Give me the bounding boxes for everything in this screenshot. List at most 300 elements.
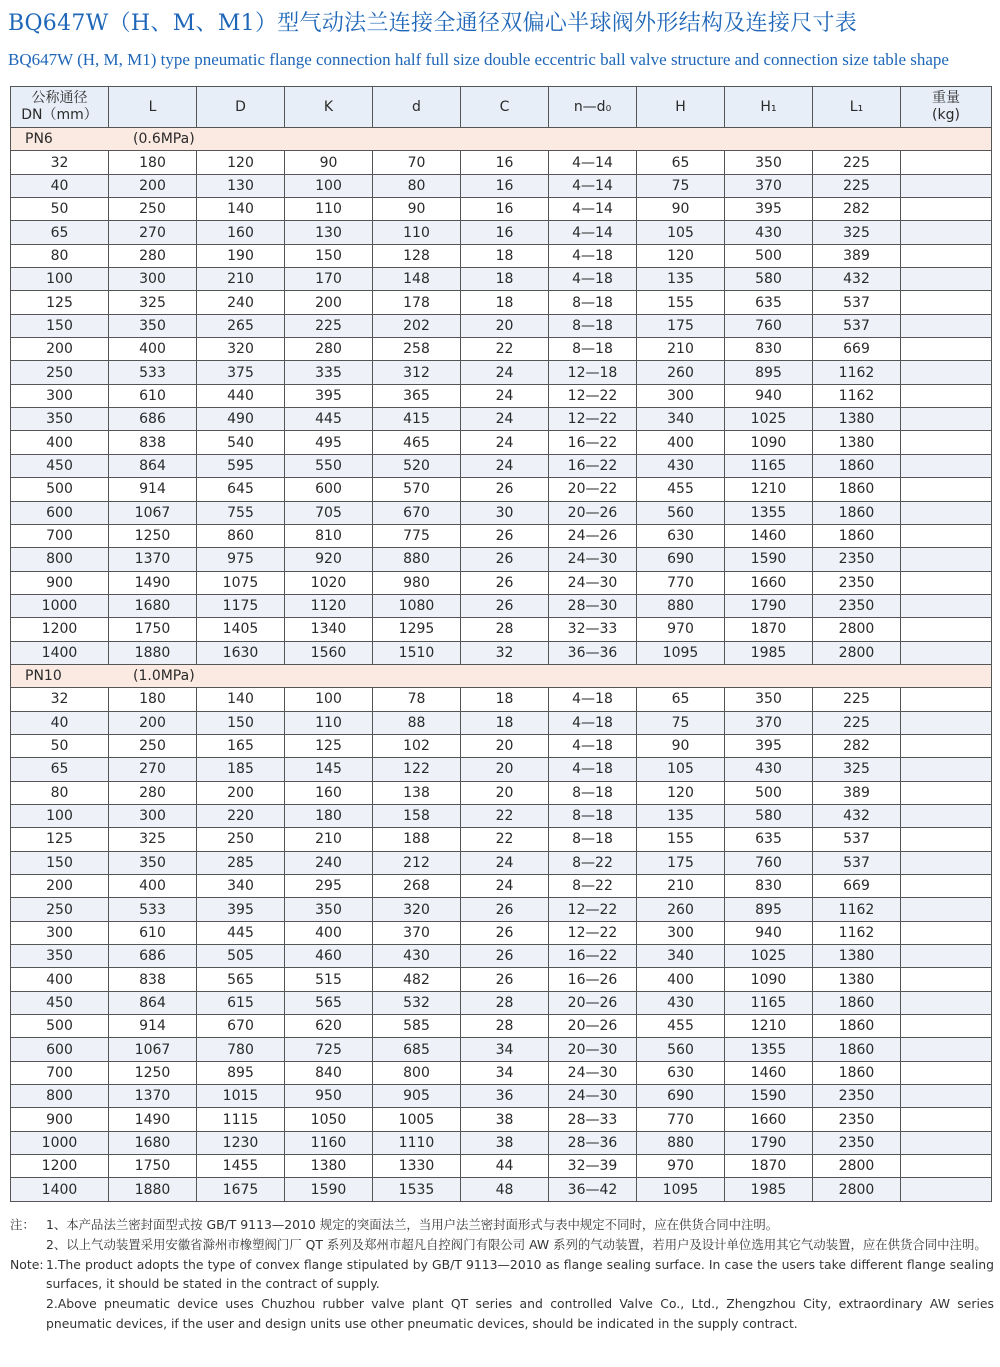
table-cell: 920 (285, 548, 373, 571)
table-cell: 268 (373, 875, 461, 898)
table-cell (901, 781, 992, 804)
table-cell: 1860 (813, 991, 901, 1014)
table-cell: 16 (461, 174, 549, 197)
table-cell (901, 875, 992, 898)
table-cell: 1200 (11, 618, 109, 641)
table-cell: 16—26 (549, 968, 637, 991)
table-cell: 28 (461, 1015, 549, 1038)
table-cell: 26 (461, 571, 549, 594)
table-cell: 155 (637, 291, 725, 314)
table-cell: 595 (197, 454, 285, 477)
table-cell: 1080 (373, 594, 461, 617)
table-cell: 1162 (813, 384, 901, 407)
table-row (11, 711, 992, 734)
table-cell: 950 (285, 1085, 373, 1108)
table-cell: 430 (725, 221, 813, 244)
table-cell: 895 (725, 898, 813, 921)
table-cell: 570 (373, 478, 461, 501)
table-cell: 175 (637, 851, 725, 874)
table-cell: 670 (373, 501, 461, 524)
table-row (11, 758, 992, 781)
table-cell: 1075 (197, 571, 285, 594)
table-cell: 537 (813, 314, 901, 337)
table-cell: 1095 (637, 641, 725, 664)
table-cell: 432 (813, 804, 901, 827)
table-cell: 635 (725, 828, 813, 851)
table-row (11, 198, 992, 221)
table-cell: 864 (109, 991, 197, 1014)
table-cell: 145 (285, 758, 373, 781)
table-cell: 24 (461, 361, 549, 384)
table-cell: 128 (373, 244, 461, 267)
table-cell (901, 1061, 992, 1084)
table-cell: 175 (637, 314, 725, 337)
table-row (11, 921, 992, 944)
table-cell: 1000 (11, 1131, 109, 1154)
table-cell: 250 (197, 828, 285, 851)
table-cell: 1380 (813, 945, 901, 968)
table-cell: 282 (813, 734, 901, 757)
table-cell: 20—26 (549, 1015, 637, 1038)
table-cell: 1860 (813, 524, 901, 547)
table-row (11, 641, 992, 664)
table-cell: 18 (461, 291, 549, 314)
table-cell: 200 (109, 711, 197, 734)
header-n-d0: n—d₀ (549, 87, 637, 128)
table-cell: 755 (197, 501, 285, 524)
table-cell: 38 (461, 1131, 549, 1154)
table-cell: 1490 (109, 1108, 197, 1131)
table-cell: 400 (285, 921, 373, 944)
header-d-outer: D (197, 87, 285, 128)
table-row (11, 1108, 992, 1131)
table-cell: 669 (813, 875, 901, 898)
table-cell: 500 (11, 1015, 109, 1038)
table-cell: 78 (373, 688, 461, 711)
table-cell: 18 (461, 711, 549, 734)
table-cell (901, 198, 992, 221)
table-cell: 1560 (285, 641, 373, 664)
table-cell: 180 (109, 151, 197, 174)
table-cell: 12—22 (549, 921, 637, 944)
table-cell: 225 (285, 314, 373, 337)
table-row (11, 431, 992, 454)
table-cell: 20—22 (549, 478, 637, 501)
table-cell (901, 991, 992, 1014)
table-cell: 1790 (725, 594, 813, 617)
table-cell: 395 (197, 898, 285, 921)
table-cell: 350 (109, 851, 197, 874)
table-cell: 1380 (813, 968, 901, 991)
table-cell: 537 (813, 291, 901, 314)
table-cell: 265 (197, 314, 285, 337)
table-cell: 630 (637, 1061, 725, 1084)
table-cell: 450 (11, 454, 109, 477)
table-cell: 400 (637, 431, 725, 454)
pressure-group-row (11, 128, 992, 151)
table-cell: 370 (725, 711, 813, 734)
table-cell: 138 (373, 781, 461, 804)
table-cell: 90 (285, 151, 373, 174)
table-cell: 28—30 (549, 594, 637, 617)
table-cell: 415 (373, 408, 461, 431)
table-cell: 1355 (725, 501, 813, 524)
table-cell: 1880 (109, 1178, 197, 1201)
table-cell: 32 (11, 151, 109, 174)
table-cell: 780 (197, 1038, 285, 1061)
table-cell: 8—18 (549, 828, 637, 851)
table-cell: 520 (373, 454, 461, 477)
table-row (11, 1131, 992, 1154)
table-row (11, 898, 992, 921)
table-cell: 1025 (725, 945, 813, 968)
table-cell: 1162 (813, 898, 901, 921)
table-cell: 560 (637, 501, 725, 524)
table-cell (901, 1131, 992, 1154)
table-cell: 1162 (813, 361, 901, 384)
note-en-1: Note: 1.The product adopts the type of convex flange stipulated by GB/T 9113—2010 as flange sealing surface. In case the users take different flange sealing surfaces, it should be stated in the contract of supply. (10, 1255, 994, 1295)
table-cell: 8—18 (549, 291, 637, 314)
table-cell: 350 (109, 314, 197, 337)
table-cell: 12—18 (549, 361, 637, 384)
table-cell: 400 (637, 968, 725, 991)
table-cell: 1210 (725, 478, 813, 501)
table-cell: 685 (373, 1038, 461, 1061)
table-cell: 1295 (373, 618, 461, 641)
table-cell: 100 (11, 804, 109, 827)
header-l1: L₁ (813, 87, 901, 128)
table-cell: 400 (11, 968, 109, 991)
table-cell: 880 (373, 548, 461, 571)
table-cell: 148 (373, 268, 461, 291)
table-cell: 30 (461, 501, 549, 524)
table-cell: 1090 (725, 968, 813, 991)
table-cell (901, 384, 992, 407)
table-row (11, 338, 992, 361)
table-cell: 400 (109, 338, 197, 361)
table-row (11, 991, 992, 1014)
table-cell: 970 (637, 1155, 725, 1178)
table-cell (901, 1178, 992, 1201)
table-cell: 686 (109, 945, 197, 968)
table-cell: 12—22 (549, 384, 637, 407)
table-cell: 445 (197, 921, 285, 944)
table-row (11, 828, 992, 851)
table-cell: 16 (461, 221, 549, 244)
table-cell: 120 (637, 244, 725, 267)
table-cell: 22 (461, 338, 549, 361)
pressure-value: (0.6MPa) (133, 131, 195, 148)
table-cell: 90 (637, 734, 725, 757)
table-cell: 20 (461, 314, 549, 337)
table-cell: 430 (637, 991, 725, 1014)
table-row (11, 268, 992, 291)
table-cell: 975 (197, 548, 285, 571)
table-cell: 686 (109, 408, 197, 431)
table-row (11, 524, 992, 547)
table-cell: 150 (11, 851, 109, 874)
table-cell: 18 (461, 688, 549, 711)
table-cell: 980 (373, 571, 461, 594)
table-cell: 18 (461, 244, 549, 267)
table-cell: 4—18 (549, 268, 637, 291)
table-cell (901, 688, 992, 711)
table-cell: 250 (109, 198, 197, 221)
table-cell: 800 (11, 548, 109, 571)
pressure-class: PN6 (25, 131, 53, 148)
table-row (11, 734, 992, 757)
table-cell: 24—30 (549, 1085, 637, 1108)
table-cell: 2350 (813, 1131, 901, 1154)
table-cell: 1400 (11, 1178, 109, 1201)
table-cell: 350 (285, 898, 373, 921)
table-cell: 155 (637, 828, 725, 851)
table-row (11, 1061, 992, 1084)
table-row (11, 501, 992, 524)
table-cell: 635 (725, 291, 813, 314)
table-cell: 600 (285, 478, 373, 501)
table-cell: 1870 (725, 1155, 813, 1178)
table-cell: 32—39 (549, 1155, 637, 1178)
table-cell: 36—42 (549, 1178, 637, 1201)
dimension-table (10, 86, 992, 1202)
table-cell: 533 (109, 898, 197, 921)
table-cell: 1210 (725, 1015, 813, 1038)
table-cell: 1405 (197, 618, 285, 641)
table-cell: 90 (637, 198, 725, 221)
table-cell: 295 (285, 875, 373, 898)
table-cell: 312 (373, 361, 461, 384)
table-row (11, 244, 992, 267)
table-cell: 1630 (197, 641, 285, 664)
note-cn-label: 注： (10, 1217, 35, 1232)
table-cell: 2350 (813, 1085, 901, 1108)
table-cell: 1015 (197, 1085, 285, 1108)
header-l: L (109, 87, 197, 128)
table-cell: 160 (197, 221, 285, 244)
table-cell: 325 (813, 758, 901, 781)
table-cell: 16 (461, 151, 549, 174)
table-cell: 1020 (285, 571, 373, 594)
table-cell: 36 (461, 1085, 549, 1108)
table-cell: 4—18 (549, 244, 637, 267)
table-cell: 1455 (197, 1155, 285, 1178)
table-cell (901, 431, 992, 454)
table-cell: 700 (11, 1061, 109, 1084)
table-cell: 4—14 (549, 221, 637, 244)
table-cell: 26 (461, 524, 549, 547)
table-cell: 1880 (109, 641, 197, 664)
table-row (11, 384, 992, 407)
table-cell: 150 (11, 314, 109, 337)
table-cell: 905 (373, 1085, 461, 1108)
table-cell: 270 (109, 758, 197, 781)
table-cell: 900 (11, 1108, 109, 1131)
table-cell: 1067 (109, 1038, 197, 1061)
table-cell: 760 (725, 314, 813, 337)
table-cell: 533 (109, 361, 197, 384)
table-cell: 400 (11, 431, 109, 454)
table-cell: 28—36 (549, 1131, 637, 1154)
table-row (11, 968, 992, 991)
table-cell: 20—26 (549, 991, 637, 1014)
table-cell (901, 898, 992, 921)
table-cell (901, 618, 992, 641)
table-cell: 1590 (285, 1178, 373, 1201)
table-cell: 770 (637, 1108, 725, 1131)
table-cell: 1050 (285, 1108, 373, 1131)
table-cell: 20 (461, 758, 549, 781)
table-cell (901, 338, 992, 361)
table-cell (901, 314, 992, 337)
table-cell: 537 (813, 851, 901, 874)
table-cell: 880 (637, 594, 725, 617)
notes-section (10, 1215, 994, 1334)
table-cell: 532 (373, 991, 461, 1014)
table-cell: 140 (197, 688, 285, 711)
table-cell: 130 (285, 221, 373, 244)
table-cell: 24 (461, 431, 549, 454)
table-cell: 36—36 (549, 641, 637, 664)
table-cell: 1340 (285, 618, 373, 641)
table-cell: 1160 (285, 1131, 373, 1154)
table-cell: 28 (461, 991, 549, 1014)
table-cell: 250 (109, 734, 197, 757)
table-cell: 125 (11, 828, 109, 851)
table-cell: 1985 (725, 1178, 813, 1201)
table-cell (901, 641, 992, 664)
table-cell: 1860 (813, 478, 901, 501)
table-cell: 580 (725, 268, 813, 291)
table-cell: 8—22 (549, 851, 637, 874)
table-cell: 24—26 (549, 524, 637, 547)
table-cell: 1162 (813, 921, 901, 944)
table-cell: 24 (461, 454, 549, 477)
table-cell: 500 (725, 781, 813, 804)
table-cell: 1860 (813, 1038, 901, 1061)
table-cell (901, 1085, 992, 1108)
table-cell: 560 (637, 1038, 725, 1061)
table-body (11, 128, 992, 1202)
table-cell: 102 (373, 734, 461, 757)
table-cell: 200 (197, 781, 285, 804)
table-cell: 24—30 (549, 571, 637, 594)
table-cell (901, 594, 992, 617)
table-row (11, 151, 992, 174)
table-cell (901, 268, 992, 291)
table-cell: 16—22 (549, 454, 637, 477)
table-cell (901, 828, 992, 851)
header-weight: 重量 (kg) (901, 87, 992, 128)
table-cell: 1370 (109, 1085, 197, 1108)
table-cell: 1380 (813, 408, 901, 431)
table-cell: 300 (109, 804, 197, 827)
table-cell (901, 478, 992, 501)
table-cell: 395 (725, 198, 813, 221)
table-cell: 100 (285, 688, 373, 711)
table-cell: 600 (11, 1038, 109, 1061)
table-cell: 620 (285, 1015, 373, 1038)
table-row (11, 1178, 992, 1201)
table-cell: 300 (11, 921, 109, 944)
table-cell: 1860 (813, 454, 901, 477)
table-cell: 505 (197, 945, 285, 968)
table-cell: 28 (461, 618, 549, 641)
table-cell: 65 (11, 221, 109, 244)
table-row (11, 1015, 992, 1038)
table-cell: 395 (725, 734, 813, 757)
table-cell: 1165 (725, 454, 813, 477)
table-cell: 200 (109, 174, 197, 197)
table-cell: 838 (109, 968, 197, 991)
table-cell (901, 408, 992, 431)
table-row (11, 571, 992, 594)
table-cell: 4—14 (549, 151, 637, 174)
note-en-label: Note: (10, 1256, 44, 1272)
table-cell: 4—18 (549, 711, 637, 734)
table-cell: 1175 (197, 594, 285, 617)
table-cell: 1490 (109, 571, 197, 594)
table-cell: 430 (725, 758, 813, 781)
table-cell: 100 (285, 174, 373, 197)
table-row (11, 688, 992, 711)
table-cell: 210 (197, 268, 285, 291)
table-cell: 158 (373, 804, 461, 827)
table-cell: 1460 (725, 524, 813, 547)
table-cell: 1115 (197, 1108, 285, 1131)
table-cell: 24—30 (549, 1061, 637, 1084)
table-row (11, 548, 992, 571)
table-cell: 450 (11, 991, 109, 1014)
table-cell (901, 758, 992, 781)
table-cell: 432 (813, 268, 901, 291)
table-cell: 1165 (725, 991, 813, 1014)
table-row (11, 454, 992, 477)
table-cell: 105 (637, 758, 725, 781)
table-cell: 210 (637, 338, 725, 361)
table-row (11, 618, 992, 641)
note-cn-1: 注： 1、本产品法兰密封面型式按 GB/T 9113—2010 规定的突面法兰，当用户法兰密封面形式与表中规定不同时，应在供货合同中注明。 (10, 1215, 994, 1235)
table-cell: 565 (285, 991, 373, 1014)
table-cell: 135 (637, 804, 725, 827)
table-cell: 160 (285, 781, 373, 804)
table-cell: 895 (725, 361, 813, 384)
table-cell: 170 (285, 268, 373, 291)
table-cell: 705 (285, 501, 373, 524)
table-cell: 1510 (373, 641, 461, 664)
table-cell: 24—30 (549, 548, 637, 571)
table-cell: 110 (373, 221, 461, 244)
table-cell (901, 968, 992, 991)
pressure-class: PN10 (25, 668, 62, 685)
table-cell: 515 (285, 968, 373, 991)
table-cell: 40 (11, 711, 109, 734)
table-header (11, 87, 992, 128)
table-cell: 1400 (11, 641, 109, 664)
table-cell: 1460 (725, 1061, 813, 1084)
table-cell: 2350 (813, 548, 901, 571)
table-cell: 335 (285, 361, 373, 384)
table-cell: 2800 (813, 1155, 901, 1178)
table-cell: 258 (373, 338, 461, 361)
table-cell: 350 (11, 408, 109, 431)
pressure-value: (1.0MPa) (133, 668, 195, 685)
table-cell: 325 (109, 828, 197, 851)
table-cell (901, 1155, 992, 1178)
table-cell: 1750 (109, 1155, 197, 1178)
table-cell: 455 (637, 1015, 725, 1038)
table-cell: 4—14 (549, 198, 637, 221)
